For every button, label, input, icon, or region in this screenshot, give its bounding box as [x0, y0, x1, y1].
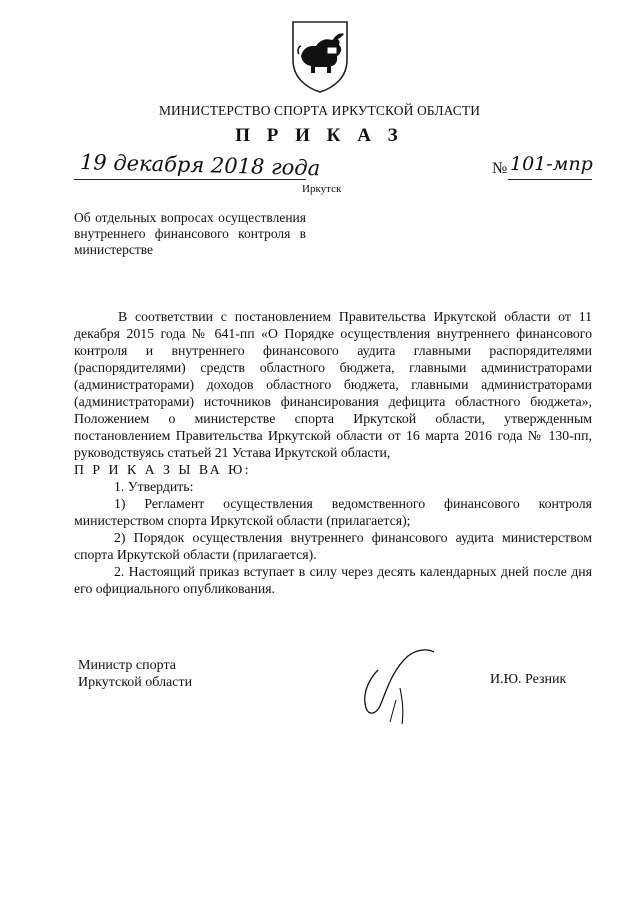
order-word: П Р И К А З Ы ВА Ю:: [74, 462, 252, 477]
number-label: №: [492, 160, 508, 177]
document-type-title: П Р И К А З: [235, 125, 404, 146]
signer-title-line2: Иркутской области: [78, 674, 193, 690]
item-1-1: 1) Регламент осуществления ведомственного финансового контроля министерством спорта Иркутской области (прилагается);: [74, 496, 592, 528]
signer-name: И.Ю. Резник: [490, 672, 567, 687]
handwritten-number: 101-мпр: [510, 153, 593, 175]
signer-title-line1: Министр спорта: [78, 658, 176, 673]
document-subject: Об отдельных вопросах осуществления внутреннего финансового контроля в министерстве: [74, 210, 306, 257]
date-underline: [74, 179, 306, 180]
signer-title: [78, 658, 192, 691]
number-underline: [508, 179, 592, 180]
document-body: [74, 308, 592, 597]
handwritten-date: 19 декабря 2018 года: [79, 150, 321, 181]
item-2: 2. Настоящий приказ вступает в силу через десять календарных дней после дня его официального опубликования.: [74, 564, 592, 596]
ministry-name: МИНИСТЕРСТВО СПОРТА ИРКУТСКОЙ ОБЛАСТИ: [158, 103, 481, 118]
handwritten-signature: [350, 640, 460, 735]
coat-of-arms-emblem: [289, 18, 351, 94]
item-1: 1. Утвердить:: [114, 479, 194, 494]
preamble-paragraph: В соответствии с постановлением Правительства Иркутской области от 11 декабря 2015 года № 641-пп «О Порядке осуществления внутреннего финансового контроля и внутреннего финансового аудита главными распорядителями (распорядителями) средств областного бюджета, главными администраторами (администраторами) доходов областного бюджета, главными администраторами (администраторами) источников финансирования дефицита областного бюджета», Положением о министерстве спорта Иркутской области, утвержденным постановлением Правительства Иркутской области от 16 марта 2016 года № 130-пп, руководствуясь статьей 21 Устава Иркутской области,: [74, 309, 592, 460]
city-name: Иркутск: [302, 183, 342, 195]
item-1-2: 2) Порядок осуществления внутреннего финансового аудита министерством спорта Иркутской области (прилагается).: [74, 530, 592, 562]
